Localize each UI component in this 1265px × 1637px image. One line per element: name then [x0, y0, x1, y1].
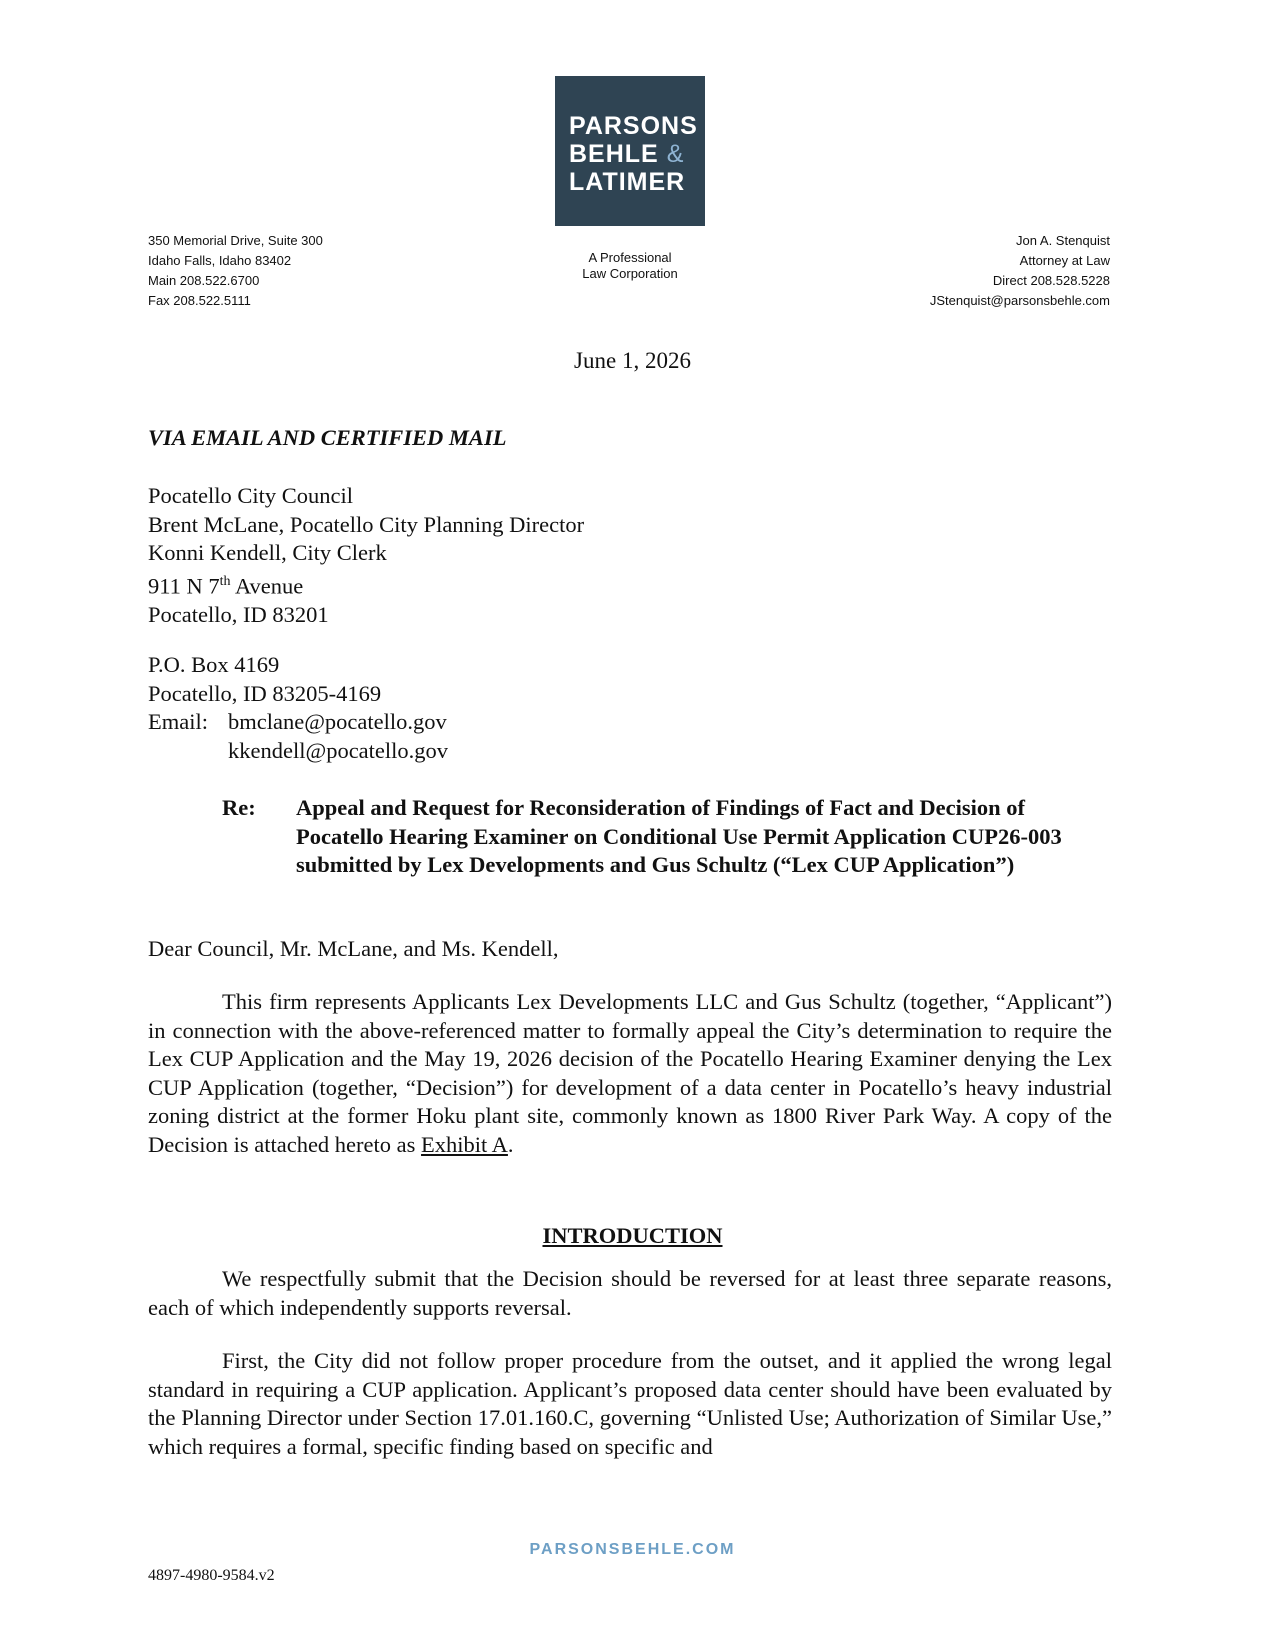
office-fax: Fax 208.522.5111 [148, 293, 251, 308]
logo-line-2: BEHLE & [569, 140, 685, 168]
office-main-phone: Main 208.522.6700 [148, 273, 260, 288]
paragraph-2: We respectfully submit that the Decision should be reversed for at least three separate reasons, each of which independently supports reversal. [148, 1266, 1112, 1320]
email-link-mclane[interactable]: bmclane@pocatello.gov [228, 709, 447, 734]
email-link-kendell[interactable]: kkendell@pocatello.gov [228, 737, 449, 763]
delivery-method: VIA EMAIL AND CERTIFIED MAIL [148, 425, 507, 450]
re-line [222, 794, 1112, 880]
recipient-line: Brent McLane, Pocatello City Planning Director [148, 511, 585, 537]
letter-date: June 1, 2026 [574, 348, 691, 373]
email-label: Email: [148, 709, 208, 734]
logo-line-1: PARSONS [569, 112, 698, 140]
recipient-city: Pocatello, ID 83201 [148, 601, 329, 627]
re-label: Re: [222, 795, 256, 820]
designation-line-1: A Professional [588, 250, 672, 265]
office-street: 350 Memorial Drive, Suite 300 [148, 233, 323, 248]
logo-line-3: LATIMER [569, 168, 686, 196]
document-id: 4897-4980-9584.v2 [148, 1567, 275, 1584]
mailing-address-block [148, 651, 448, 765]
attorney-contact [930, 231, 1110, 311]
po-box: P.O. Box 4169 [148, 652, 280, 677]
office-address [148, 231, 323, 311]
recipient-line: Konni Kendell, City Clerk [148, 540, 387, 565]
firm-designation [555, 250, 705, 282]
re-subject: Appeal and Request for Reconsideration of Findings of Fact and Decision of Pocatello Hearing Examiner on Conditional Use Permit Application CUP26-003 submitted by Lex Developments and Gus Schultz (“Lex CUP Application”) [296, 795, 1062, 877]
po-city: Pocatello, ID 83205-4169 [148, 680, 382, 706]
attorney-email[interactable]: JStenquist@parsonsbehle.com [929, 293, 1110, 308]
logo-ampersand: & [666, 140, 685, 168]
section-heading-introduction: INTRODUCTION [542, 1223, 723, 1248]
salutation: Dear Council, Mr. McLane, and Ms. Kendell, [148, 936, 559, 961]
recipient-block [148, 482, 584, 629]
office-city: Idaho Falls, Idaho 83402 [148, 253, 292, 268]
recipient-line: Pocatello City Council [148, 483, 353, 508]
designation-line-2: Law Corporation [582, 266, 678, 281]
recipient-street: 911 N 7th Avenue [148, 573, 304, 598]
email-row [148, 708, 448, 765]
attorney-name: Jon A. Stenquist [1016, 233, 1110, 248]
attorney-direct-phone: Direct 208.528.5228 [992, 273, 1110, 288]
footer-website[interactable]: PARSONSBEHLE.COM [529, 1541, 736, 1558]
firm-logo [555, 76, 705, 226]
paragraph-3: First, the City did not follow proper procedure from the outset, and it applied the wrong legal standard in requiring a CUP application. Applicant’s proposed data center should have been evaluated by the Planning Director under Section 17.01.160.C, governing “Unlisted Use; Authorization of Similar Use,” which requires a formal, specific finding based on specific and [148, 1348, 1112, 1459]
attorney-title: Attorney at Law [1019, 253, 1110, 268]
paragraph-1: This firm represents Applicants Lex Developments LLC and Gus Schultz (together, “Applicant”) in connection with the above-referenced matter to formally appeal the City’s determination to require the Lex CUP Application and the May 19, 2026 decision of the Pocatello Hearing Examiner denying the Lex CUP Application (together, “Decision”) for development of a data center in Pocatello’s heavy industrial zoning district at the former Hoku plant site, commonly known as 1800 River Park Way. A copy of the Decision is attached hereto as Exhibit A. [148, 989, 1112, 1157]
exhibit-a-link[interactable]: Exhibit A [421, 1131, 508, 1157]
